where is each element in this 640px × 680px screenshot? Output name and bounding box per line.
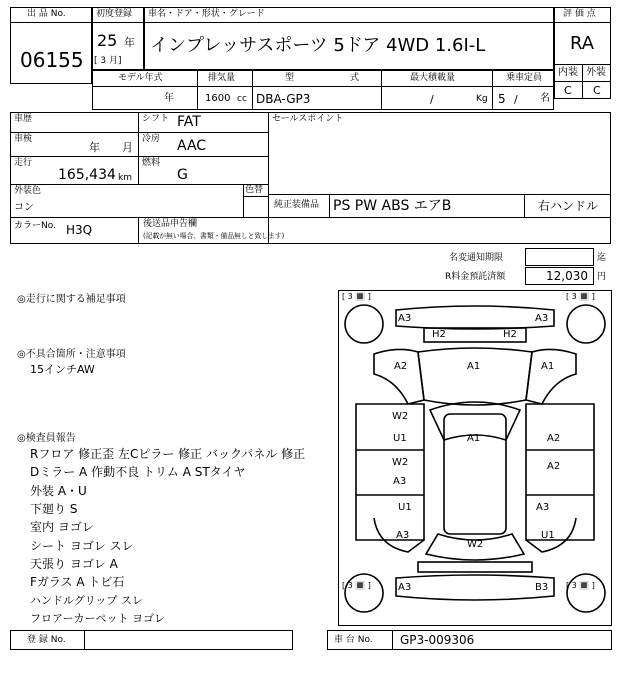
transfer-deadline-unit: 迄	[597, 253, 607, 263]
defects-label: ◎不具合箇所・注意事項	[17, 349, 126, 360]
exterior-color-value: コン	[14, 202, 34, 213]
equipment-div-1	[329, 194, 330, 217]
color-no-div	[138, 217, 139, 244]
exterior-grade: C	[593, 84, 601, 97]
rating-grade: RA	[570, 33, 595, 54]
inspector-line-3: 外装 A・U	[30, 484, 87, 498]
chassis-no-label: 車 台 No.	[334, 635, 373, 645]
driving-notes-label: ◎走行に関する補足事項	[17, 294, 126, 305]
details-div-main	[268, 112, 269, 244]
inspector-line-8: Fガラス A トビ石	[30, 575, 125, 589]
rating-label: 評 価 点	[563, 9, 596, 19]
model-year-unit: 年	[164, 93, 174, 104]
damage-headlight-right: H2	[503, 329, 517, 340]
inspector-line-6: シート ヨゴレ スレ	[30, 539, 134, 553]
damage-front-bumper-left: A3	[398, 313, 412, 324]
first-reg-month: [ 3 月]	[94, 56, 122, 66]
equipment-div-2	[524, 194, 525, 217]
damage-front-door-left-2: U1	[393, 433, 407, 444]
recycle-unit: 円	[597, 272, 607, 282]
damage-rear-fender-left-2: A3	[396, 530, 410, 541]
chassis-no-value: GP3-009306	[400, 633, 475, 647]
details-row-1	[10, 132, 268, 133]
recycle-amount: 12,030	[546, 269, 588, 283]
damage-rear-door-right: A2	[547, 461, 561, 472]
inspector-line-9: ハンドルグリップ スレ	[30, 594, 143, 607]
chassis-no-div	[392, 630, 393, 650]
exterior-color-label: 外装色	[14, 186, 42, 196]
exterior-label: 外装	[586, 67, 606, 78]
declaration-note: (記載が無い場合、書類・備品無しと致します)	[143, 232, 285, 240]
inspector-line-5: 室内 ヨゴレ	[30, 520, 94, 534]
type-label: 型	[285, 73, 295, 83]
damage-front-door-right: A2	[547, 433, 561, 444]
first-reg-year: 25	[97, 31, 118, 50]
equipment-value: PS PW ABS エアB	[333, 198, 452, 214]
registration-no-label: 登 録 No.	[27, 635, 66, 645]
color-no-value: H3Q	[66, 223, 93, 237]
displacement-label: 排気量	[208, 73, 236, 83]
steering-value: 右ハンドル	[538, 199, 599, 213]
inspector-line-7: 天張り ヨゴレ A	[30, 557, 118, 571]
defect-line-1: 15インチAW	[30, 363, 95, 376]
details-row-3	[10, 184, 268, 185]
damage-trunk: W2	[467, 539, 484, 550]
inspection-year-unit: 年	[89, 141, 100, 154]
inspector-line-10: フロアーカーペット ヨゴレ	[30, 612, 165, 625]
inspector-line-2: Dミラー A 作動不良 トリム A STタイヤ	[30, 465, 246, 479]
damage-front-bumper-right: A3	[535, 313, 549, 324]
first-reg-year-unit: 年	[124, 36, 135, 49]
capacity-sep: /	[514, 93, 518, 106]
sales-point-bottom	[268, 194, 611, 195]
fuel-label: 燃料	[142, 158, 161, 168]
specs-div-1	[197, 70, 198, 110]
tire-depth-rear-right: [ 3 🔳 ]	[566, 581, 595, 590]
damage-rear-fender-right-1: A3	[536, 502, 550, 513]
interior-grade: C	[564, 84, 572, 97]
reg-no-div	[84, 630, 85, 650]
damage-rear-bumper-left: A3	[398, 582, 412, 593]
damage-rear-door-left-2: A3	[393, 476, 407, 487]
damage-headlight-left: H2	[432, 329, 446, 340]
max-load-label: 最大積載量	[410, 73, 456, 83]
car-body-outline	[338, 290, 612, 626]
shift-value: FAT	[177, 114, 201, 130]
details-div-left	[138, 112, 139, 184]
damage-rear-bumper-right: B3	[535, 582, 549, 593]
sales-point-label: セールスポイント	[272, 114, 344, 124]
lot-label-divider	[10, 22, 92, 23]
tire-depth-rear-left: [ 3 🔳 ]	[342, 581, 371, 590]
lot-number: 06155	[20, 48, 84, 72]
damage-rear-fender-left-1: U1	[398, 502, 412, 513]
inspector-line-1: Rフロア 修正歪 左Cピラー 修正 バックパネル 修正	[30, 447, 306, 461]
details-row-2	[10, 156, 268, 157]
fuel-value: G	[177, 167, 188, 183]
capacity-unit: 名	[540, 93, 550, 104]
vehicle-name-label: 車名・ドア・形状・グレード	[148, 9, 265, 19]
tire-depth-front-left: [ 3 🔳 ]	[342, 292, 371, 301]
recycle-label: R料金預託済額	[445, 272, 506, 282]
color-change-label-div	[243, 196, 268, 197]
inspection-month-unit: 月	[122, 141, 133, 154]
color-no-label: カラーNo.	[14, 221, 56, 231]
transfer-deadline-box	[525, 248, 594, 266]
max-load-unit: Kg	[476, 94, 488, 104]
interior-label: 内装	[558, 67, 578, 78]
shift-label: シフト	[142, 114, 170, 124]
details-row-4	[10, 217, 268, 218]
first-reg-label: 初度登録	[96, 9, 133, 19]
first-reg-divider	[92, 22, 144, 23]
model-year-label: モデル年式	[118, 73, 163, 83]
specs-div-3	[381, 70, 382, 110]
vehicle-label-divider	[144, 22, 554, 23]
rating-sub-vdivider	[582, 64, 583, 99]
specs-div-2	[252, 70, 253, 110]
type-label-2: 式	[350, 73, 360, 83]
rating-label-divider	[554, 22, 611, 23]
damage-front-fender-left: A2	[394, 361, 408, 372]
type-value: DBA-GP3	[256, 92, 311, 106]
inspection-label: 車検	[14, 134, 33, 144]
equipment-bottom	[268, 217, 611, 218]
capacity-label: 乗車定員	[506, 73, 543, 83]
max-load-value: /	[430, 93, 434, 106]
transfer-deadline-label: 名変通知期限	[449, 253, 504, 263]
ac-label: 冷房	[142, 134, 161, 144]
color-change-div	[243, 184, 244, 217]
displacement-value: 1600	[205, 93, 231, 104]
mileage-label: 走行	[14, 158, 33, 168]
mileage-unit: km	[118, 173, 132, 183]
capacity-value: 5	[498, 92, 506, 106]
specs-label-divider	[92, 86, 554, 87]
specs-div-4	[492, 70, 493, 110]
equipment-label: 純正装備品	[274, 200, 320, 210]
damage-front-door-left-1: W2	[392, 411, 409, 422]
history-label: 車歴	[14, 114, 33, 124]
displacement-unit: cc	[237, 94, 247, 104]
mileage-value: 165,434	[58, 167, 116, 183]
damage-front-fender-right: A1	[541, 361, 555, 372]
declaration-label: 後送品申告欄	[143, 219, 198, 229]
damage-roof: A1	[467, 433, 481, 444]
ac-value: AAC	[177, 138, 207, 154]
damage-rear-fender-right-2: U1	[541, 530, 555, 541]
inspector-label: ◎検査員報告	[17, 433, 76, 444]
damage-rear-door-left-1: W2	[392, 457, 409, 468]
damage-hood: A1	[467, 361, 481, 372]
vehicle-name: インプレッサスポーツ 5ドア 4WD 1.6I-L	[150, 35, 486, 56]
tire-depth-front-right: [ 3 🔳 ]	[566, 292, 595, 301]
lot-label: 出 品 No.	[27, 9, 66, 19]
color-change-label: 色替	[245, 185, 264, 195]
inspector-line-4: 下廻り S	[30, 502, 78, 516]
